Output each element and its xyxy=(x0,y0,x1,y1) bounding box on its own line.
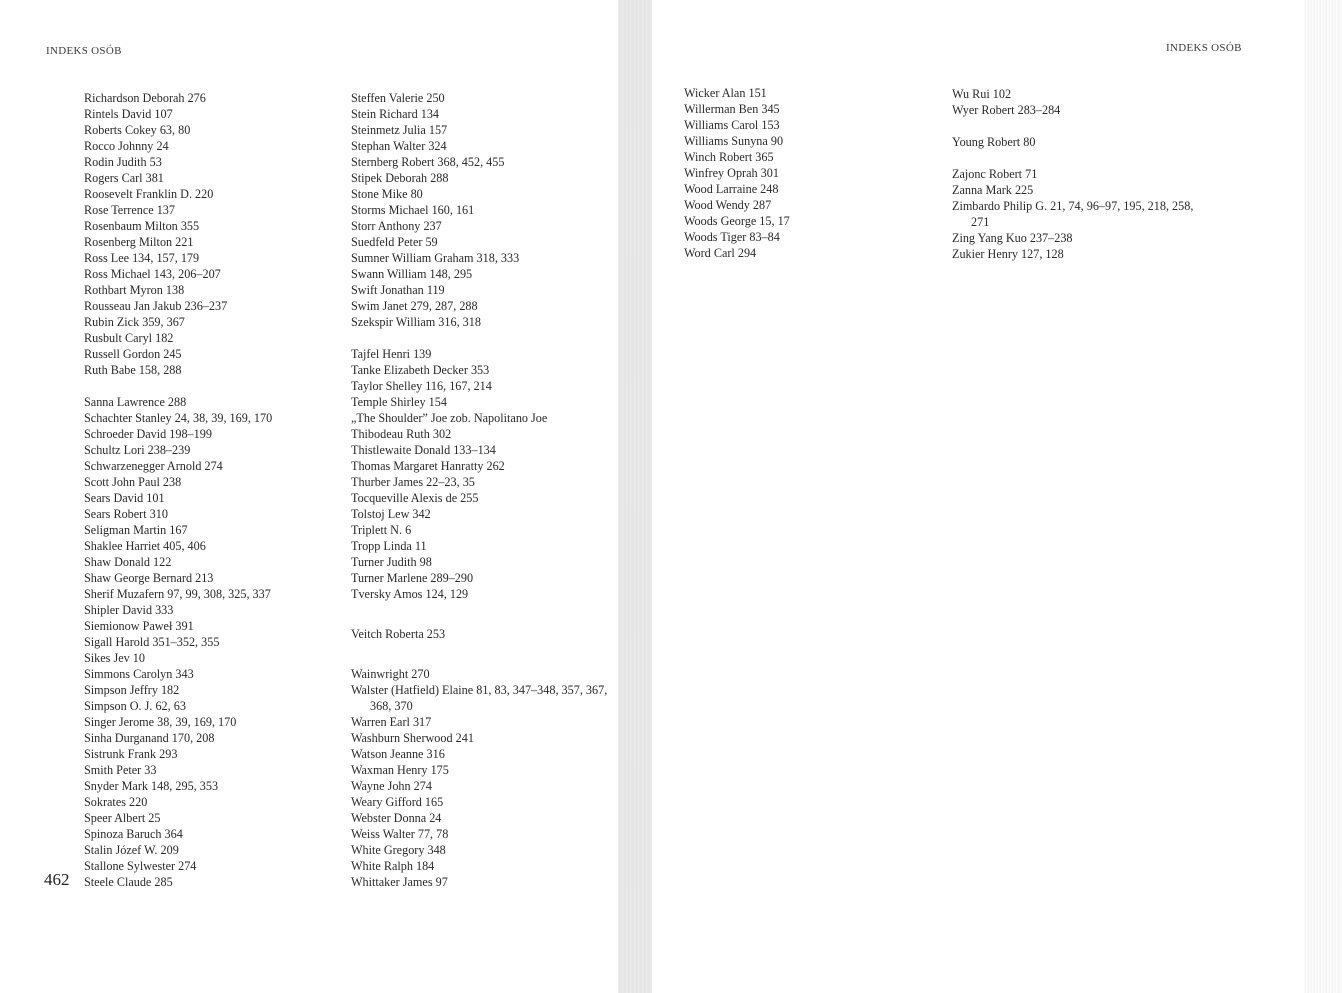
index-entry: Sokrates 220 xyxy=(84,795,148,809)
index-entry: Watson Jeanne 316 xyxy=(351,747,445,761)
index-column-3 xyxy=(684,85,934,261)
index-entry: Thibodeau Ruth 302 xyxy=(351,427,452,441)
index-entry: Ruth Babe 158, 288 xyxy=(84,363,182,377)
group-spacer xyxy=(351,602,616,626)
index-entry: Temple Shirley 154 xyxy=(351,395,447,409)
index-entry: Stein Richard 134 xyxy=(351,107,440,121)
index-entry: Wicker Alan 151 xyxy=(684,86,767,100)
index-entry: Veitch Roberta 253 xyxy=(351,627,446,641)
index-entry: Simpson O. J. 62, 63 xyxy=(84,699,186,713)
index-entry: Szekspir William 316, 318 xyxy=(351,315,481,329)
index-entry: Sinha Durganand 170, 208 xyxy=(84,731,215,745)
index-entry: Simmons Carolyn 343 xyxy=(84,667,194,681)
index-entry: Schwarzenegger Arnold 274 xyxy=(84,459,223,473)
index-entry: Stipek Deborah 288 xyxy=(351,171,449,185)
index-entry: Storr Anthony 237 xyxy=(351,219,442,233)
index-entry: Snyder Mark 148, 295, 353 xyxy=(84,779,219,793)
index-entry: Swift Jonathan 119 xyxy=(351,283,445,297)
index-entry: Washburn Sherwood 241 xyxy=(351,731,474,745)
index-entry: Zanna Mark 225 xyxy=(952,183,1034,197)
index-entry: Tocqueville Alexis de 255 xyxy=(351,491,479,505)
index-entry: Sears David 101 xyxy=(84,491,165,505)
index-entry: Sumner William Graham 318, 333 xyxy=(351,251,520,265)
index-column-4 xyxy=(952,86,1214,262)
index-column-1 xyxy=(84,90,334,890)
index-entry: Young Robert 80 xyxy=(952,135,1036,149)
index-entry: Wu Rui 102 xyxy=(952,87,1012,101)
index-entry: Warren Earl 317 xyxy=(351,715,432,729)
index-entry: Rintels David 107 xyxy=(84,107,173,121)
index-entry: Swim Janet 279, 287, 288 xyxy=(351,299,478,313)
index-entry: Stone Mike 80 xyxy=(351,187,423,201)
index-entry: Steinmetz Julia 157 xyxy=(351,123,448,137)
index-entry: Rubin Zick 359, 367 xyxy=(84,315,185,329)
index-entry: Zing Yang Kuo 237–238 xyxy=(952,231,1073,245)
index-entry: Ross Lee 134, 157, 179 xyxy=(84,251,200,265)
index-entry: Wood Larraine 248 xyxy=(684,182,779,196)
index-entry: Shaklee Harriet 405, 406 xyxy=(84,539,206,553)
index-entry: Shipler David 333 xyxy=(84,603,174,617)
index-entry: Whittaker James 97 xyxy=(351,875,448,889)
index-entry: Triplett N. 6 xyxy=(351,523,412,537)
index-entry: Rothbart Myron 138 xyxy=(84,283,185,297)
index-group-t xyxy=(351,346,616,602)
index-entry: Russell Gordon 245 xyxy=(84,347,182,361)
index-group-w xyxy=(351,666,616,890)
index-entry: Shaw Donald 122 xyxy=(84,555,172,569)
index-entry: Tanke Elizabeth Decker 353 xyxy=(351,363,490,377)
index-entry: Sears Robert 310 xyxy=(84,507,168,521)
index-entry: Spinoza Baruch 364 xyxy=(84,827,183,841)
index-entry: Storms Michael 160, 161 xyxy=(351,203,475,217)
index-entry: Woods George 15, 17 xyxy=(684,214,790,228)
index-entry: Stalin Józef W. 209 xyxy=(84,843,179,857)
index-entry: Zimbardo Philip G. 21, 74, 96–97, 195, 218, 258, 271 xyxy=(952,199,1194,229)
index-entry: Word Carl 294 xyxy=(684,246,757,260)
page-edge xyxy=(1304,0,1342,993)
index-entry: Zukier Henry 127, 128 xyxy=(952,247,1064,261)
index-entry: Wyer Robert 283–284 xyxy=(952,103,1061,117)
index-entry: Sherif Muzafern 97, 99, 308, 325, 337 xyxy=(84,587,271,601)
index-entry: Shaw George Bernard 213 xyxy=(84,571,214,585)
index-entry: Williams Sunyna 90 xyxy=(684,134,784,148)
index-entry: Roberts Cokey 63, 80 xyxy=(84,123,191,137)
group-spacer xyxy=(84,378,334,394)
index-entry: Stallone Sylwester 274 xyxy=(84,859,197,873)
book-gutter xyxy=(618,0,652,993)
index-entry: Schultz Lori 238–239 xyxy=(84,443,191,457)
index-entry: Suedfeld Peter 59 xyxy=(351,235,438,249)
index-entry: Sikes Jev 10 xyxy=(84,651,145,665)
index-entry: Thurber James 22–23, 35 xyxy=(351,475,475,489)
index-entry: Rocco Johnny 24 xyxy=(84,139,169,153)
index-entry: Sternberg Robert 368, 452, 455 xyxy=(351,155,505,169)
index-entry: White Ralph 184 xyxy=(351,859,435,873)
index-entry: Tropp Linda 11 xyxy=(351,539,427,553)
index-entry: Singer Jerome 38, 39, 169, 170 xyxy=(84,715,237,729)
index-entry: Weary Gifford 165 xyxy=(351,795,444,809)
index-entry: White Gregory 348 xyxy=(351,843,446,857)
index-entry: Willerman Ben 345 xyxy=(684,102,780,116)
index-entry: Waxman Henry 175 xyxy=(351,763,449,777)
index-group-v xyxy=(351,626,616,642)
index-entry: Taylor Shelley 116, 167, 214 xyxy=(351,379,492,393)
group-spacer xyxy=(952,150,1214,166)
group-spacer xyxy=(351,642,616,666)
index-entry: Ross Michael 143, 206–207 xyxy=(84,267,221,281)
index-entry: Sigall Harold 351–352, 355 xyxy=(84,635,220,649)
index-entry: Woods Tiger 83–84 xyxy=(684,230,780,244)
index-entry: Turner Judith 98 xyxy=(351,555,432,569)
index-entry: Wayne John 274 xyxy=(351,779,432,793)
index-group-z xyxy=(952,166,1214,262)
index-group-y xyxy=(952,134,1214,150)
index-entry: Rusbult Caryl 182 xyxy=(84,331,174,345)
index-entry: Rosenbaum Milton 355 xyxy=(84,219,200,233)
index-entry: Steele Claude 285 xyxy=(84,875,173,889)
group-spacer xyxy=(351,330,616,346)
index-entry: Thomas Margaret Hanratty 262 xyxy=(351,459,505,473)
index-entry: Tversky Amos 124, 129 xyxy=(351,587,469,601)
index-entry: Zajonc Robert 71 xyxy=(952,167,1038,181)
index-entry: Rosenberg Milton 221 xyxy=(84,235,194,249)
index-entry: Tolstoj Lew 342 xyxy=(351,507,431,521)
group-spacer xyxy=(952,118,1214,134)
index-entry: Seligman Martin 167 xyxy=(84,523,188,537)
index-entry: Sistrunk Frank 293 xyxy=(84,747,178,761)
index-entry: Williams Carol 153 xyxy=(684,118,780,132)
index-entry: Webster Donna 24 xyxy=(351,811,442,825)
index-entry: Thistlewaite Donald 133–134 xyxy=(351,443,496,457)
index-entry: Roosevelt Franklin D. 220 xyxy=(84,187,214,201)
index-entry: Winfrey Oprah 301 xyxy=(684,166,779,180)
index-entry: Rose Terrence 137 xyxy=(84,203,175,217)
index-entry: Speer Albert 25 xyxy=(84,811,161,825)
index-entry: Stephan Walter 324 xyxy=(351,139,447,153)
index-entry: Sanna Lawrence 288 xyxy=(84,395,187,409)
index-entry: Weiss Walter 77, 78 xyxy=(351,827,449,841)
index-entry: Winch Robert 365 xyxy=(684,150,774,164)
running-head-right: INDEKS OSÓB xyxy=(1166,42,1242,54)
index-entry: Rogers Carl 381 xyxy=(84,171,164,185)
index-entry: Rousseau Jan Jakub 236–237 xyxy=(84,299,228,313)
running-head-left: INDEKS OSÓB xyxy=(46,45,122,57)
index-entry: Scott John Paul 238 xyxy=(84,475,182,489)
index-entry: Rodin Judith 53 xyxy=(84,155,162,169)
index-entry: Tajfel Henri 139 xyxy=(351,347,432,361)
index-entry: Wood Wendy 287 xyxy=(684,198,772,212)
index-entry: „The Shoulder” Joe zob. Napolitano Joe xyxy=(351,411,548,425)
index-entry: Richardson Deborah 276 xyxy=(84,91,206,105)
index-entry: Siemionow Paweł 391 xyxy=(84,619,194,633)
index-entry: Smith Peter 33 xyxy=(84,763,157,777)
index-entry: Turner Marlene 289–290 xyxy=(351,571,474,585)
index-group-s xyxy=(351,90,616,330)
index-entry: Swann William 148, 295 xyxy=(351,267,473,281)
index-entry: Walster (Hatfield) Elaine 81, 83, 347–348, 357, 367, 368, 370 xyxy=(351,683,608,713)
index-entry: Wainwright 270 xyxy=(351,667,430,681)
index-entry: Schachter Stanley 24, 38, 39, 169, 170 xyxy=(84,411,273,425)
page-number: 462 xyxy=(44,870,70,889)
index-entry: Steffen Valerie 250 xyxy=(351,91,445,105)
index-column-2 xyxy=(351,90,616,890)
index-entry: Simpson Jeffry 182 xyxy=(84,683,180,697)
index-entry: Schroeder David 198–199 xyxy=(84,427,212,441)
index-group-w-end xyxy=(952,86,1214,118)
